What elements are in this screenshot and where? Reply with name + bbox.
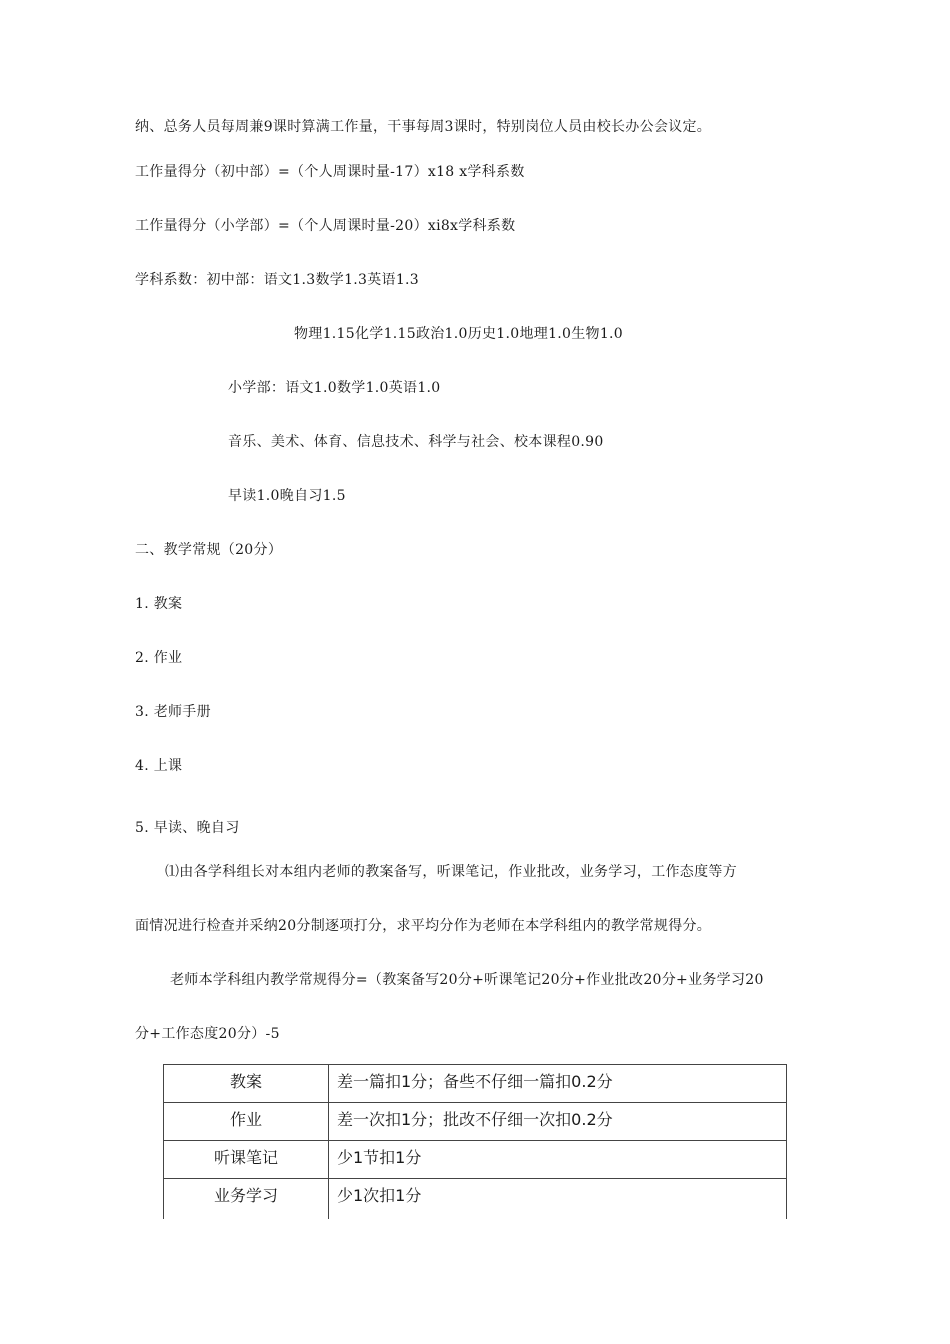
- formula-primary: 工作量得分（小学部）=（个人周课时量-20）xi8x学科系数: [135, 218, 516, 234]
- section-heading: 二、教学常规（20分）: [135, 542, 283, 558]
- table-cell-rule: 差一次扣1分；批改不仔细一次扣0.2分: [329, 1103, 787, 1141]
- paragraph-line: 面情况进行检查并采纳20分制逐项打分，求平均分作为老师在本学科组内的教学常规得分。: [135, 918, 712, 934]
- formula-junior: 工作量得分（初中部）=（个人周课时量-17）x18 x学科系数: [135, 164, 525, 180]
- coefficient-arts: 音乐、美术、体育、信息技术、科学与社会、校本课程0.90: [228, 434, 604, 450]
- list-item: 4. 上课: [135, 758, 183, 774]
- rules-table: [163, 1064, 787, 1219]
- table-row: [164, 1103, 787, 1141]
- table-cell-rule: 差一篇扣1分；备些不仔细一篇扣0.2分: [329, 1065, 787, 1103]
- table-row: [164, 1065, 787, 1103]
- list-item: 1. 教案: [135, 596, 183, 612]
- table-cell-name: 听课笔记: [164, 1141, 329, 1179]
- coefficient-junior-cont: 物理1.15化学1.15政治1.0历史1.0地理1.0生物1.0: [294, 326, 624, 342]
- list-item: 2. 作业: [135, 650, 183, 666]
- paragraph-line: ⑴由各学科组长对本组内老师的教案备写，听课笔记，作业批改，业务学习，工作态度等方: [165, 864, 737, 880]
- list-item: 5. 早读、晚自习: [135, 820, 240, 836]
- table-cell-rule: 少1节扣1分: [329, 1141, 787, 1179]
- table-cell-name: 业务学习: [164, 1179, 329, 1219]
- coefficient-reading: 早读1.0晚自习1.5: [228, 488, 346, 504]
- coefficient-primary: 小学部：语文1.0数学1.0英语1.0: [228, 380, 441, 396]
- paragraph-line: 纳、总务人员每周兼9课时算满工作量，干事每周3课时，特别岗位人员由校长办公会议定。: [135, 119, 712, 135]
- table-cell-rule: 少1次扣1分: [329, 1179, 787, 1219]
- list-item: 3. 老师手册: [135, 704, 211, 720]
- table-cell-name: 作业: [164, 1103, 329, 1141]
- coefficient-junior: 学科系数：初中部：语文1.3数学1.3英语1.3: [135, 272, 419, 288]
- table-cell-name: 教案: [164, 1065, 329, 1103]
- paragraph-line: 老师本学科组内教学常规得分=（教案备写20分+听课笔记20分+作业批改20分+业务学习20: [170, 972, 764, 988]
- paragraph-line: 分+工作态度20分）-5: [135, 1026, 280, 1042]
- table-row: [164, 1179, 787, 1219]
- table-row: [164, 1141, 787, 1179]
